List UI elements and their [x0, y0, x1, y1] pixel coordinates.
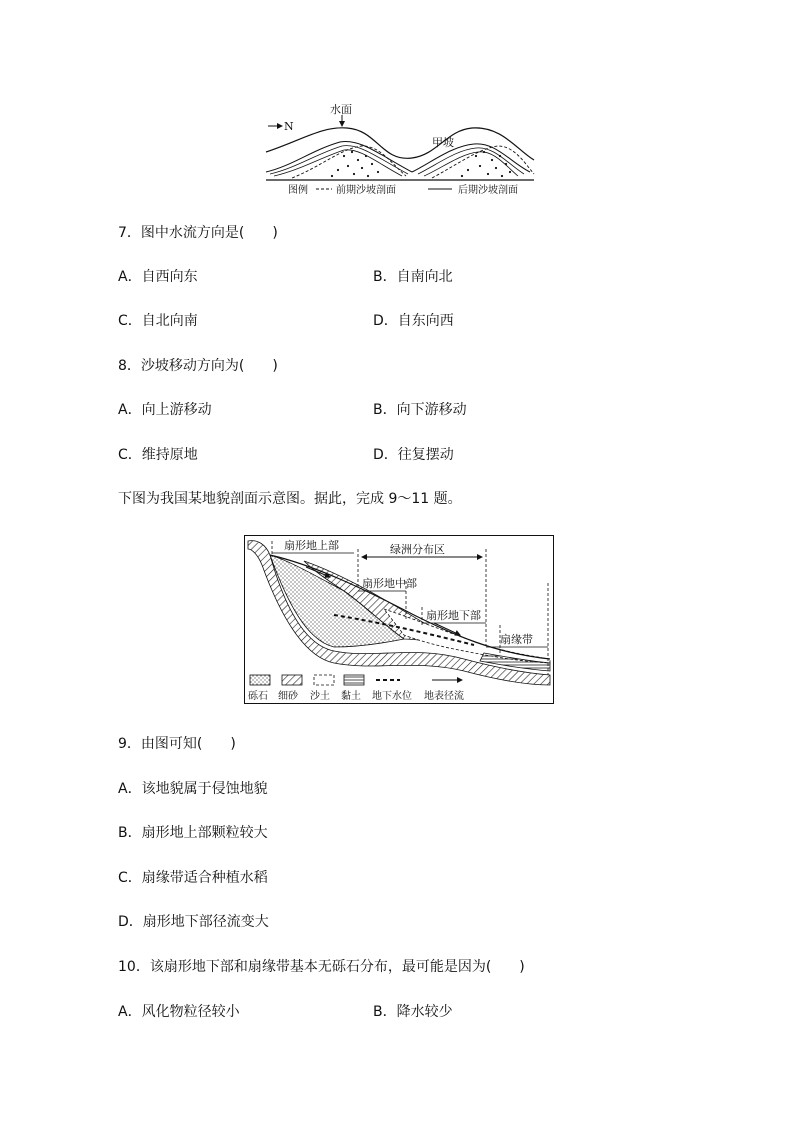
alluvial-fan-diagram [244, 535, 554, 705]
water-surface-label: 水面 [330, 103, 352, 116]
q8-option-a[interactable]: A．向上游移动 [118, 402, 212, 418]
intro-text: 下图为我国某地貌剖面示意图。据此，完成 9～11 题。 [118, 491, 462, 507]
fan-middle-label: 扇形地中部 [362, 577, 417, 590]
legend-title: 图例 [288, 185, 308, 196]
legend-runoff: 地表径流 [424, 691, 464, 702]
q7-option-b[interactable]: B．自南向北 [373, 269, 453, 285]
q7-option-a[interactable]: A．自西向东 [118, 269, 198, 285]
later-slope-profile [266, 141, 412, 172]
q9-option-c[interactable]: C．扇缘带适合种植水稻 [118, 870, 268, 886]
sand-slope-diagram [262, 100, 537, 200]
fan-edge-label: 扇缘带 [500, 633, 533, 646]
q10-stem: 10．该扇形地下部和扇缘带基本无砾石分布，最可能是因为( ) [118, 959, 525, 975]
oasis-label: 绿洲分布区 [390, 543, 445, 556]
slope-jia-label: 甲坡 [432, 136, 454, 149]
q9-stem: 9．由图可知( ) [118, 736, 236, 752]
q8-stem: 8．沙坡移动方向为( ) [118, 358, 278, 374]
q7-option-d[interactable]: D．自东向西 [373, 313, 454, 329]
legend-later-label: 后期沙坡剖面 [458, 185, 518, 196]
legend-sandy-soil: 沙土 [310, 691, 330, 702]
water-surface-line [266, 128, 534, 160]
q8-option-d[interactable]: D．往复摆动 [373, 447, 454, 463]
q9-option-b[interactable]: B．扇形地上部颗粒较大 [118, 825, 268, 841]
q9-option-d[interactable]: D．扇形地下部径流变大 [118, 914, 269, 930]
north-label: N [284, 120, 294, 133]
legend-clay: 黏土 [341, 691, 361, 702]
legend-gravel: 砾石 [248, 691, 268, 702]
fan-lower-label: 扇形地下部 [426, 609, 481, 622]
legend-fine-sand: 细砂 [278, 691, 298, 702]
q10-option-b[interactable]: B．降水较少 [373, 1004, 453, 1020]
q10-option-a[interactable]: A．风化物粒径较小 [118, 1004, 240, 1020]
q8-option-b[interactable]: B．向下游移动 [373, 402, 467, 418]
fan-upper-label: 扇形地上部 [284, 539, 339, 552]
legend-prev-label: 前期沙坡剖面 [336, 185, 396, 196]
q9-option-a[interactable]: A．该地貌属于侵蚀地貌 [118, 781, 268, 797]
sand-dots [331, 151, 511, 177]
q7-option-c[interactable]: C．自北向南 [118, 313, 198, 329]
q8-option-c[interactable]: C．维持原地 [118, 447, 198, 463]
legend-groundwater: 地下水位 [372, 691, 412, 702]
prev-slope-profile [292, 146, 406, 178]
q7-stem: 7．图中水流方向是( ) [118, 225, 278, 241]
